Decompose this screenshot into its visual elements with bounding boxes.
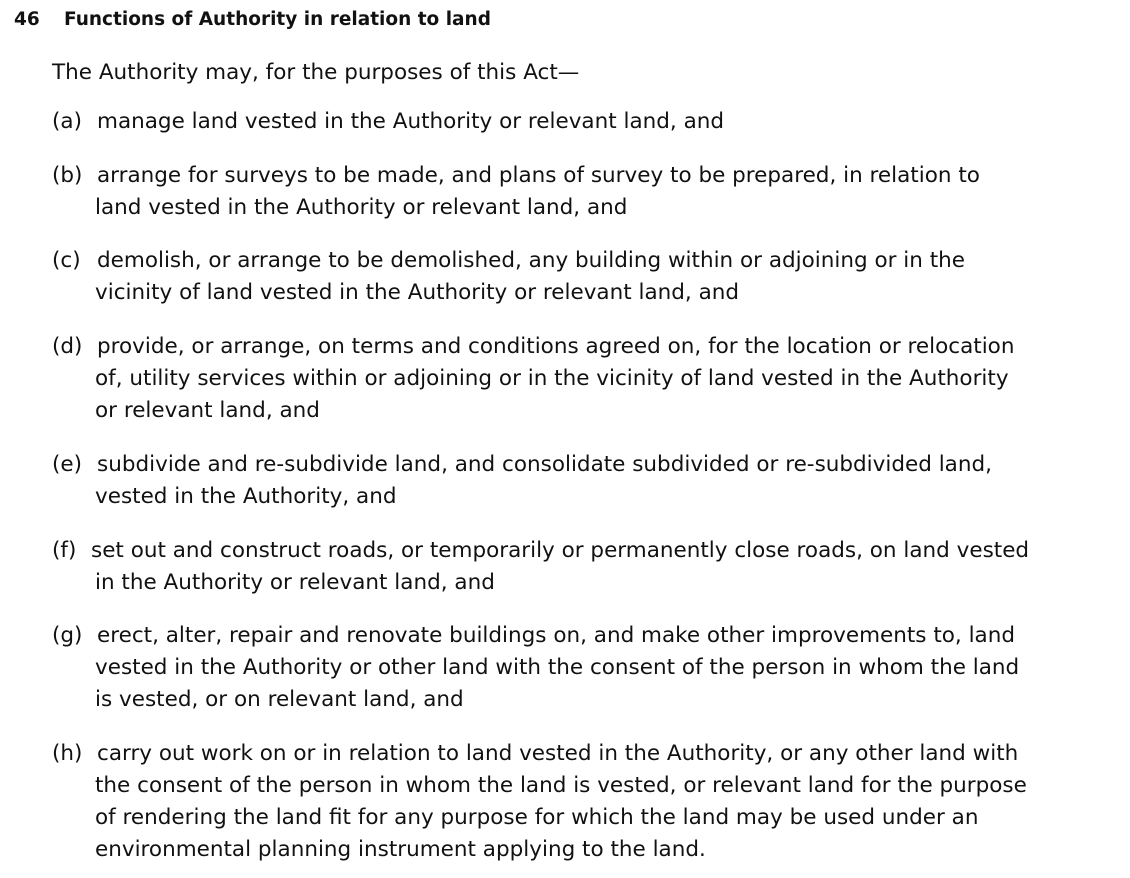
item-line bbox=[52, 567, 1122, 599]
item-label: (e) bbox=[52, 452, 83, 477]
list-item bbox=[52, 738, 1122, 866]
item-text: demolish, or arrange to be demolished, any building within or adjoining or in the bbox=[97, 248, 966, 273]
item-line bbox=[52, 449, 1122, 481]
item-label: (d) bbox=[52, 334, 83, 359]
item-text: provide, or arrange, on terms and conditions agreed on, for the location or relocation bbox=[97, 334, 1015, 359]
list-item bbox=[52, 160, 1122, 224]
item-text: land vested in the Authority or relevant land, and bbox=[95, 195, 628, 220]
item-label: (f) bbox=[52, 538, 77, 563]
item-line bbox=[52, 395, 1122, 427]
item-line bbox=[52, 106, 1122, 138]
item-text: vested in the Authority, and bbox=[95, 484, 397, 509]
item-text: vested in the Authority or other land with the consent of the person in whom the land bbox=[95, 655, 1020, 680]
item-label: (c) bbox=[52, 248, 81, 273]
item-text: arrange for surveys to be made, and plans of survey to be prepared, in relation to bbox=[97, 163, 980, 188]
item-line bbox=[52, 245, 1122, 277]
item-label: (a) bbox=[52, 109, 82, 134]
item-text: of rendering the land fit for any purpose for which the land may be used under an bbox=[95, 805, 979, 830]
item-line bbox=[52, 684, 1122, 716]
list-item bbox=[52, 245, 1122, 309]
item-label: (g) bbox=[52, 623, 83, 648]
item-text: of, utility services within or adjoining or in the vicinity of land vested in the Authority bbox=[95, 366, 1009, 391]
item-line bbox=[52, 331, 1122, 363]
item-text: vicinity of land vested in the Authority or relevant land, and bbox=[95, 280, 740, 305]
item-text: in the Authority or relevant land, and bbox=[95, 570, 495, 595]
item-line bbox=[52, 770, 1122, 802]
item-text: is vested, or on relevant land, and bbox=[95, 687, 464, 712]
section-heading bbox=[14, 8, 491, 32]
item-line bbox=[52, 738, 1122, 770]
item-text: manage land vested in the Authority or relevant land, and bbox=[97, 109, 725, 134]
list-item bbox=[52, 106, 1122, 138]
item-line bbox=[52, 535, 1122, 567]
item-line bbox=[52, 363, 1122, 395]
list-item bbox=[52, 331, 1122, 427]
item-label: (b) bbox=[52, 163, 83, 188]
item-text: set out and construct roads, or temporarily or permanently close roads, on land vested bbox=[91, 538, 1030, 563]
item-line bbox=[52, 834, 1122, 866]
item-line bbox=[52, 652, 1122, 684]
item-text: carry out work on or in relation to land vested in the Authority, or any other land with bbox=[97, 741, 1019, 766]
section-title: Functions of Authority in relation to land bbox=[64, 9, 491, 30]
item-line bbox=[52, 620, 1122, 652]
item-label: (h) bbox=[52, 741, 83, 766]
section-number: 46 bbox=[14, 9, 40, 30]
item-text: environmental planning instrument applying to the land. bbox=[95, 837, 706, 862]
list-item bbox=[52, 449, 1122, 513]
item-line bbox=[52, 277, 1122, 309]
list-item bbox=[52, 620, 1122, 716]
item-line bbox=[52, 192, 1122, 224]
item-line bbox=[52, 481, 1122, 513]
item-text: subdivide and re-subdivide land, and consolidate subdivided or re-subdivided land, bbox=[97, 452, 992, 477]
item-line bbox=[52, 160, 1122, 192]
section-intro: The Authority may, for the purposes of this Act— bbox=[52, 60, 580, 85]
item-text: erect, alter, repair and renovate buildings on, and make other improvements to, land bbox=[97, 623, 1016, 648]
item-text: the consent of the person in whom the land is vested, or relevant land for the purpose bbox=[95, 773, 1027, 798]
item-text: or relevant land, and bbox=[95, 398, 320, 423]
list-item bbox=[52, 535, 1122, 599]
item-line bbox=[52, 802, 1122, 834]
